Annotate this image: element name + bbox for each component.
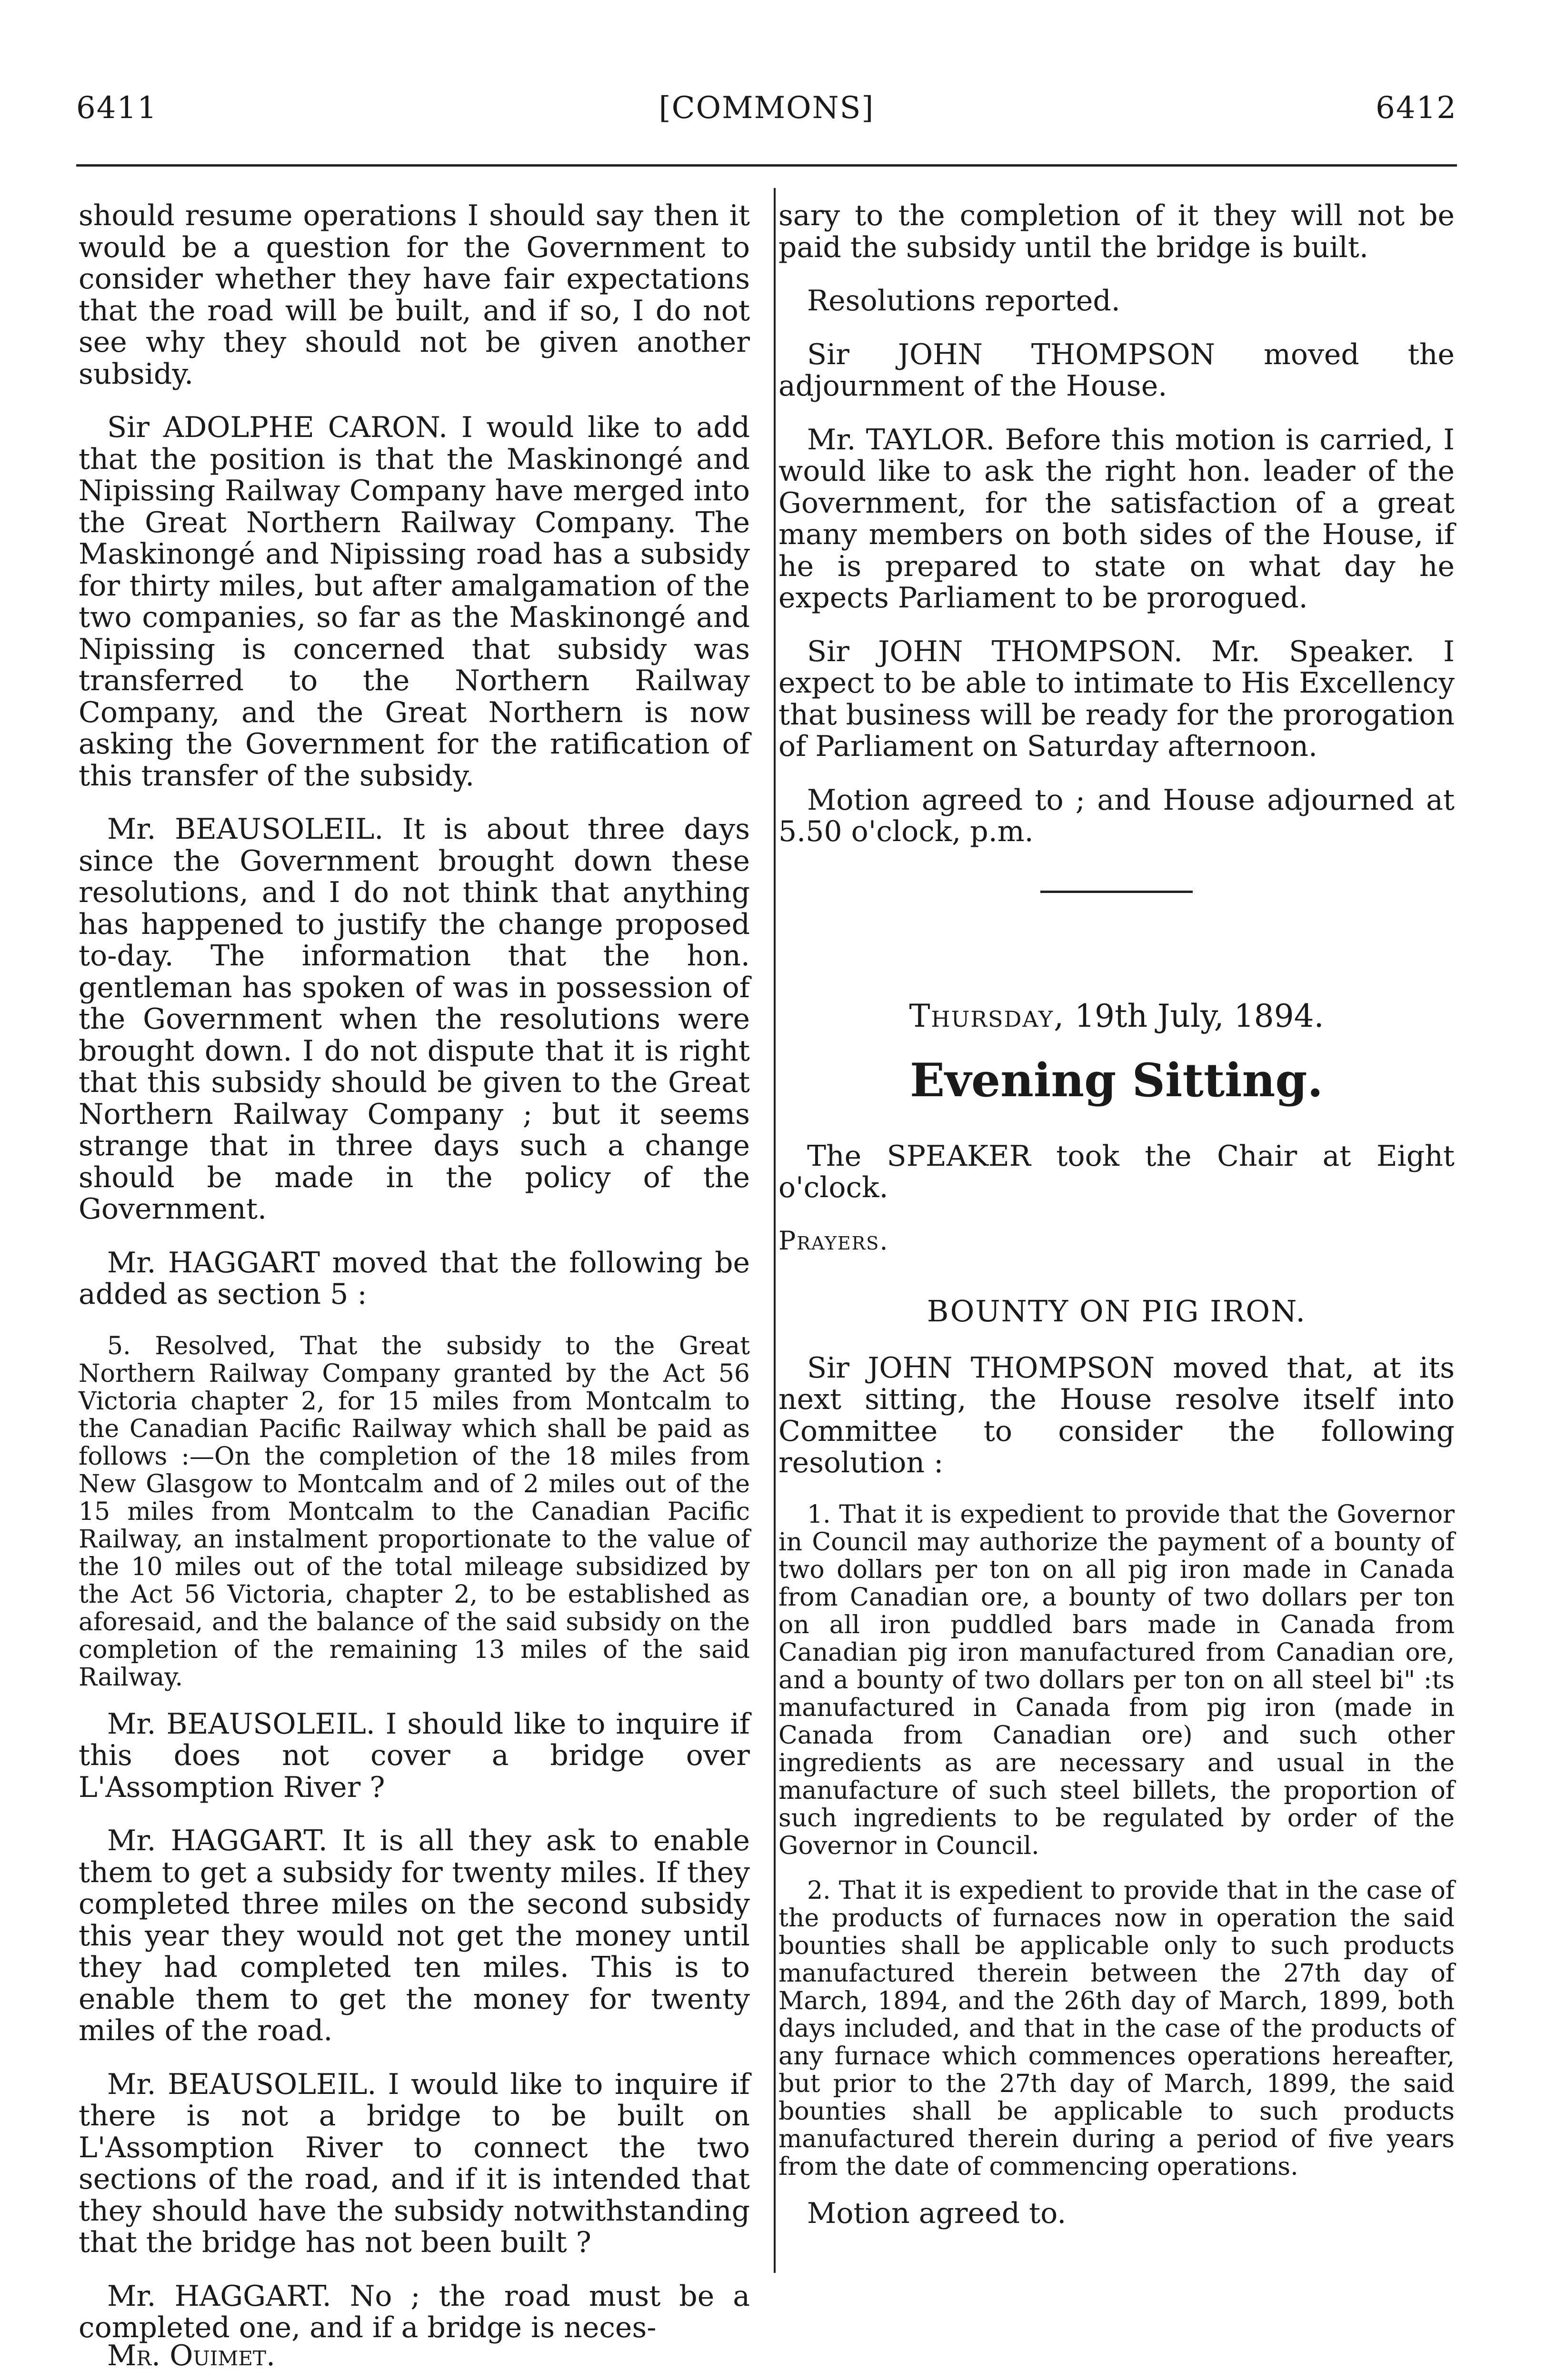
speech-text: I should like to inquire if this does not cover a bridge over L'Assomption River ? <box>79 1707 750 1804</box>
paragraph: The SPEAKER took the Chair at Eight o'clock. <box>778 1139 1455 1204</box>
paragraph: Resolutions reported. <box>807 284 1120 317</box>
speaker-name: Mr. HAGGART. <box>107 2279 331 2313</box>
page-header <box>76 90 1457 148</box>
speaker-name: Sir JOHN THOMPSON <box>807 1351 1155 1385</box>
paragraph: should resume operations I should say then it would be a question for the Government to consider whether they have fair expectations that the road will be built, and if so, I do not see why they should not be given another subsidy. <box>79 199 750 391</box>
speech-text: moved that the following be added as section 5 : <box>79 1246 750 1311</box>
speaker-name: Mr. BEAUSOLEIL. <box>107 2067 377 2101</box>
paragraph <box>79 412 750 792</box>
prayers-heading: Prayers. <box>778 1225 889 1256</box>
paragraph <box>778 636 1455 763</box>
resolution-text: 1. That it is expedient to provide that the Governor in Council may authorize the payment of a bounty of two dollars per ton on all pig iron made in Canada from Canadian ore, a bounty of two dollars per ton on all iron puddled bars made in Canada from Canadian pig iron manufactured from Canadian ore, and a bounty of two dollars per ton on all steel bi" :ts manufactured in Canada from pig iron (made in Canada from Canadian ore) and such other ingredients as are necessary and usual in the manufacture of such steel billets, the proportion of such ingredients to be regulated by order of the Governor in Council. <box>778 1500 1455 1860</box>
speech-text: moved that, at its next sitting, the House resolve itself into Committee to consider the following resolution : <box>778 1351 1455 1479</box>
paragraph: sary to the completion of it they will not be paid the subsidy until the bridge is built. <box>778 199 1455 264</box>
speaker-name: Sir ADOLPHE CARON. <box>107 411 448 444</box>
paragraph <box>778 424 1455 614</box>
speech-text: I would like to inquire if there is not a bridge to be built on L'Assomption River to connect the two sections of the road, and if it is intended that they should have the subsidy notwithstanding that the bridge has not been built ? <box>79 2067 750 2259</box>
paragraph <box>79 1247 750 1310</box>
paragraph <box>79 2069 750 2259</box>
paragraph <box>79 2281 750 2344</box>
paragraph <box>79 1708 750 1804</box>
paragraph <box>79 1825 750 2047</box>
paragraph <box>79 813 750 1225</box>
speaker-name: Mr. BEAUSOLEIL. <box>107 1707 375 1741</box>
speaker-name: Mr. BEAUSOLEIL. <box>107 813 384 846</box>
speech-text: No ; the road must be a completed one, and if a bridge is neces- <box>79 2279 750 2344</box>
section-divider <box>1040 891 1193 893</box>
resolution-text: 2. That it is expedient to provide that in the case of the products of furnaces now in operation the said bounties shall be applicable only to such products manufactured therein between the 27th day of March, 1894, and the 26th day of March, 1899, both days included, and that in the case of the products of any furnace which commences operations hereafter, but prior to the 27th day of March, 1899, the said bounties shall be applicable to such products manufactured therein during a period of five years from the date of commencing operations. <box>778 1876 1455 2181</box>
speaker-name: Sir JOHN THOMPSON. <box>807 635 1183 668</box>
sitting-title: Evening Sitting. <box>910 1053 1323 1107</box>
speaker-name: Sir JOHN THOMPSON <box>807 337 1216 371</box>
speech-text: moved the adjournment of the House. <box>778 337 1455 403</box>
speaker-name: Mr. HAGGART. <box>107 1824 328 1857</box>
paragraph <box>778 1352 1455 1479</box>
catchword: Mr. Ouimet. <box>107 2339 276 2372</box>
left-page-number: 6411 <box>76 90 158 126</box>
resolution-text: 5. Resolved, That the subsidy to the Great Northern Railway Company granted by the Act 56 Victoria chapter 2, for 15 miles from Montcalm to the Canadian Pacific Railway which shall be paid as follows :—On the completion of the 18 miles from New Glasgow to Montcalm and of 2 miles out of the 15 miles from Montcalm to the Canadian Pacific Railway, an instalment proportionate to the value of the 10 miles out of the total mileage subsidized by the Act 56 Victoria, chapter 2, to be established as aforesaid, and the balance of the said subsidy on the completion of the remaining 13 miles of the said Railway. <box>79 1331 750 1692</box>
speech-text: It is about three days since the Government brought down these resolutions, and I do not think that anything has happened to justify the change proposed to-day. The information that the hon. gentleman has spoken of was in possession of the Government when the resolutions were brought down. I do not dispute that it is right that this subsidy should be given to the Great Northern Railway Company ; but it seems strange that in three days such a change should be made in the policy of the Government. <box>79 813 750 1226</box>
paragraph: Motion agreed to ; and House adjourned at 5.50 o'clock, p.m. <box>778 783 1455 848</box>
running-head: [COMMONS] <box>658 90 875 126</box>
right-column <box>778 200 1455 2251</box>
speaker-name: Mr. TAYLOR. <box>807 423 995 456</box>
section-heading: BOUNTY ON PIG IRON. <box>927 1293 1307 1329</box>
column-divider <box>774 188 776 2273</box>
paragraph <box>778 339 1455 402</box>
right-page-number: 6412 <box>1376 90 1457 126</box>
left-column <box>79 200 750 2372</box>
speech-text: Before this motion is carried, I would like to ask the right hon. leader of the Government, for the satisfaction of a great many members on both sides of the House, if he is prepared to state on what day he expects Parliament to be prorogued. <box>778 423 1455 615</box>
speech-text: I would like to add that the position is that the Maskinongé and Nipissing Railway Company have merged into the Great Northern Railway Company. The Maskinongé and Nipissing road has a subsidy for thirty miles, but after amalgamation of the two companies, so far as the Maskinongé and Nipissing is concerned that subsidy was transferred to the Northern Railway Company, and the Great Northern is now asking the Government for the ratification of this transfer of the subsidy. <box>79 411 750 793</box>
speech-text: Mr. Speaker. I expect to be able to intimate to His Excellency that business will be ready for the prorogation of Parliament on Saturday afternoon. <box>778 635 1455 763</box>
header-rule <box>76 164 1457 167</box>
speaker-name: Mr. HAGGART <box>107 1246 320 1279</box>
sitting-date: Thursday, 19th July, 1894. <box>909 997 1324 1034</box>
speech-text: It is all they ask to enable them to get a subsidy for twenty miles. If they completed three miles on the second subsidy this year they would not get the money until they had completed ten miles. This is to enable them to get the money for twenty miles of the road. <box>79 1824 750 2047</box>
paragraph: Motion agreed to. <box>807 2196 1067 2230</box>
